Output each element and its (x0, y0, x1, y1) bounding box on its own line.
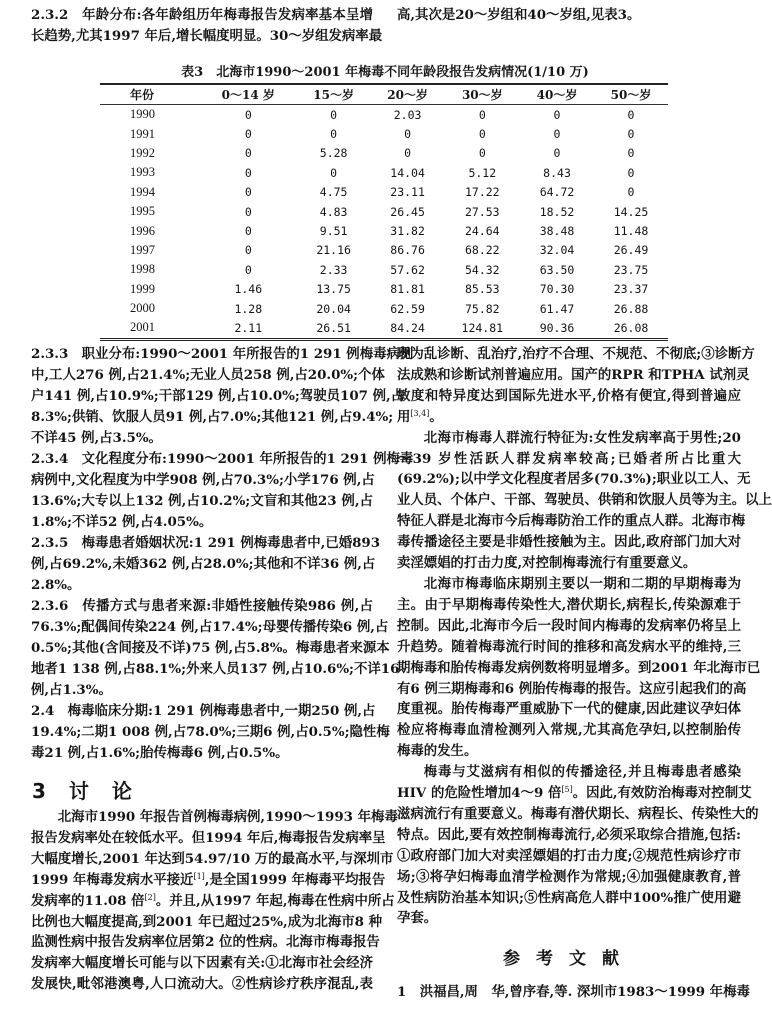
column-header: 40～岁 (520, 84, 594, 105)
rate-cell: 0 (244, 107, 252, 122)
rate-cell: 8.43 (543, 165, 571, 180)
citation-superscript[interactable]: [5] (561, 785, 573, 795)
table-caption: 表3 北海市1990～2001 年梅毒不同年龄段报告发病情况(1/10 万) (181, 65, 589, 80)
rate-cell: 23.75 (613, 262, 649, 277)
heading-number: 3 (32, 779, 46, 803)
text-line: 控制。因此,北海市今后一段时间内梅毒的发病率仍将呈上 (397, 617, 741, 634)
rate-cell: 23.11 (390, 185, 425, 200)
year-cell: 2000 (130, 301, 155, 316)
text-line: 2.4 梅毒临床分期:1 291 例梅毒患者中,一期250 例,占 (31, 703, 376, 719)
text-line: 业人员、个体户、干部、驾驶员、供销和饮服人员等为主。以上 (397, 492, 772, 509)
rate-cell: 26.51 (316, 320, 351, 335)
rate-cell: 0 (478, 146, 486, 161)
text-line: 2.3.4 文化程度分布:1990～2001 年所报告的1 291 例梅毒 (31, 451, 414, 467)
table-row (100, 221, 668, 240)
rate-cell: 2.03 (393, 107, 422, 122)
rate-cell: 75.82 (464, 301, 500, 316)
text-line: 毒21 例,占1.6%;胎传梅毒6 例,占0.5%。 (31, 745, 289, 761)
text-line (31, 891, 395, 912)
rate-cell: 0 (244, 243, 252, 258)
text-segment: ,是全国1999 年梅毒平均报告 (204, 871, 386, 888)
rate-cell: 14.04 (390, 165, 425, 180)
text-line: 北海市梅毒人群流行特征为:女性发病率高于男性;20 (423, 429, 741, 446)
rate-cell: 85.53 (464, 282, 500, 297)
rate-cell: 1.46 (234, 282, 263, 297)
table-row (100, 202, 668, 221)
text-line: 发病率大幅度增长可能与以下因素有关:①北海市社会经济 (31, 955, 373, 972)
rate-cell: 54.32 (464, 262, 500, 277)
text-line: 期梅毒和胎传梅毒发病例数将明显增多。到2001 年北海市已 (397, 659, 761, 676)
text-segment: 发病率的11.08 倍 (31, 892, 145, 909)
rate-cell: 0 (627, 185, 635, 200)
text-line: 76.3%;配偶间传染224 例,占17.4%;母婴传播传染6 例,占 (31, 619, 389, 635)
rate-cell: 70.30 (539, 282, 575, 297)
text-line: 19.4%;二期1 008 例,占78.0%;三期6 例,占0.5%;隐性梅 (31, 724, 390, 740)
text-line: 高,其次是20～岁组和40～岁组,见表3。 (397, 7, 641, 23)
rate-cell: 32.04 (539, 243, 575, 258)
year-cell: 1990 (130, 107, 155, 122)
rate-cell: 0 (627, 127, 635, 142)
table-row (100, 124, 668, 143)
rate-cell: 23.37 (613, 282, 649, 297)
text-line: 现为乱诊断、乱治疗,治疗不合理、不规范、不彻底;③诊断方 (397, 346, 755, 362)
text-line: 发展快,毗邻港澳粤,人口流动大。②性病诊疗秩序混乱,表 (31, 976, 373, 993)
text-line: 例,占69.2%,未婚362 例,占28.0%;其他和不详36 例,占 (31, 556, 376, 572)
column-header: 0～14 岁 (200, 84, 297, 105)
incidence-table (100, 83, 668, 341)
text-line: 2.3.3 职业分布:1990～2001 年所报告的1 291 例梅毒病例 (31, 346, 414, 362)
rate-cell: 26.49 (613, 243, 649, 258)
table-row (100, 163, 668, 182)
rate-cell: 0 (627, 107, 635, 122)
year-cell: 1997 (130, 242, 155, 257)
rate-cell: 0 (627, 165, 635, 180)
text-line: 监测性病中报告发病率位居第2 位的性病。北海市梅毒报告 (31, 934, 380, 951)
rate-cell: 5.12 (468, 165, 497, 180)
text-line: 户141 例,占10.9%;干部129 例,占10.0%;驾驶员107 例,占 (31, 388, 405, 404)
column-header: 20～岁 (371, 84, 445, 105)
text-line: 2.8%。 (31, 577, 81, 593)
rate-cell: 14.25 (613, 204, 649, 219)
text-line: 升趋势。随着梅毒流行时间的推移和高发病水平的维持,三 (397, 638, 741, 655)
rate-cell: 0 (330, 127, 338, 142)
year-cell: 1993 (130, 165, 155, 180)
rate-cell: 0 (553, 127, 561, 142)
rate-cell: 86.76 (390, 243, 425, 258)
table-row (100, 299, 668, 318)
results-sections (31, 344, 414, 764)
text-segment: 。并且,从1997 年起,梅毒在性病中所占 (155, 892, 395, 909)
year-cell: 1992 (130, 145, 155, 160)
year-cell: 1991 (130, 126, 155, 141)
table-row (100, 260, 668, 279)
text-line (397, 783, 752, 804)
text-line: 地者1 138 例,占88.1%;外来人员137 例,占10.6%;不详16 (31, 661, 400, 677)
discussion-paragraph (31, 807, 398, 995)
text-line: ①政府部门加大对卖淫嫖娼的打击力度;②规范性病诊疗市 (397, 847, 741, 864)
text-line: 2.3.6 传播方式与患者来源:非婚性接触传染986 例,占 (31, 598, 373, 614)
text-line: 中,工人276 例,占21.4%;无业人员258 例,占20.0%;个体 (31, 367, 385, 383)
text-segment: 用 (397, 408, 411, 425)
text-line: 1 洪福昌,周 华,曾序春,等. 深圳市1983～1999 年梅毒 (397, 984, 750, 1000)
table-row (100, 183, 668, 202)
text-line: 0.5%;其他(含间接及不详)75 例,占5.8%。梅毒患者来源本 (31, 640, 390, 656)
rate-cell: 0 (244, 146, 252, 161)
rate-cell: 18.52 (539, 204, 575, 219)
reference-list (397, 982, 750, 1003)
year-cell: 1996 (130, 223, 155, 238)
text-line: 1.8%;不详52 例,占4.05%。 (31, 514, 213, 530)
year-cell: 1999 (130, 281, 155, 296)
rate-cell: 9.51 (319, 224, 348, 239)
rate-cell: 63.50 (539, 262, 575, 277)
rate-cell: 0 (553, 107, 561, 122)
text-line: 例,占1.3%。 (31, 682, 112, 698)
rate-cell: 68.22 (464, 243, 500, 258)
table-row (100, 144, 668, 163)
rate-cell: 26.08 (613, 320, 649, 335)
year-cell: 2001 (130, 320, 155, 335)
citation-superscript[interactable]: [1] (193, 871, 205, 881)
section-2-3-2-end (397, 5, 741, 26)
rate-cell: 26.45 (390, 204, 425, 219)
text-line: 大幅度增长,2001 年达到54.97/10 万的最高水平,与深圳市 (31, 850, 394, 867)
text-line: 2.3.2 年龄分布:各年龄组历年梅毒报告发病率基本呈增 (31, 7, 373, 23)
rate-cell: 0 (404, 146, 412, 161)
text-line: 比例也大幅度提高,到2001 年已超过25%,成为北海市8 种 (31, 913, 383, 930)
text-line: 13.6%;大专以上132 例,占10.2%;文盲和其他23 例,占 (31, 493, 373, 509)
text-line: 梅毒的发生。 (397, 743, 478, 760)
rate-cell: 1.28 (234, 301, 263, 316)
rate-cell: 61.47 (539, 301, 575, 316)
text-line (397, 407, 741, 428)
rate-cell: 13.75 (316, 282, 351, 297)
text-line: 度重视。胎传梅毒严重威胁下一代的健康,因此建议孕妇体 (397, 701, 741, 718)
references-heading: 参考文献 (503, 949, 635, 969)
rate-cell: 2.33 (319, 262, 348, 277)
text-segment: 1999 年梅毒发病水平接近 (31, 871, 194, 888)
column-header: 15～岁 (297, 84, 371, 105)
text-line: 2.3.5 梅毒患者婚姻状况:1 291 例梅毒患者中,已婚893 (31, 535, 381, 551)
discussion-continued (397, 344, 772, 929)
text-line: 有6 例三期梅毒和6 例胎传梅毒的报告。这应引起我们的高 (397, 680, 747, 697)
column-header: 年份 (100, 84, 200, 105)
table-row (100, 105, 668, 125)
table-row (100, 280, 668, 299)
text-line: 特征人群是北海市今后梅毒防治工作的重点人群。北海市梅 (397, 513, 746, 530)
text-line: 卖淫嫖娼的打击力度,对控制梅毒流行有重要意义。 (397, 555, 697, 572)
text-line: 病例中,文化程度为中学908 例,占70.3%;小学176 例,占 (31, 472, 375, 488)
rate-cell: 4.83 (319, 204, 348, 219)
rate-cell: 0 (244, 262, 252, 277)
rate-cell: 0 (244, 127, 252, 142)
section-2-3-2-start (31, 5, 383, 47)
text-line: 主。由于早期梅毒传染性大,潜伏期长,病程长,传染源难于 (397, 596, 741, 613)
rate-cell: 2.11 (234, 320, 263, 335)
text-line: 法成熟和诊断试剂普遍应用。国产的RPR 和TPHA 试剂灵 (397, 366, 750, 383)
text-line: 及性病防治基本知识;⑤性病高危人群中100%推广使用避 (397, 889, 741, 906)
text-line: 滋病流行有重要意义。梅毒有潜伏期长、病程长、传染性大的 (397, 805, 759, 822)
rate-cell: 31.82 (390, 224, 425, 239)
table-row (100, 318, 668, 339)
text-line: 敏度和特异度达到国际先进水平,价格有便宜,得到普遍应 (397, 387, 741, 404)
rate-cell: 20.04 (316, 301, 351, 316)
text-line: 北海市梅毒临床期别主要以一期和二期的早期梅毒为 (423, 575, 741, 592)
rate-cell: 11.48 (613, 224, 649, 239)
text-line: 检应将梅毒血清检测列入常规,尤其高危孕妇,以控制胎传 (397, 722, 741, 739)
column-header: 50～岁 (594, 84, 668, 105)
section-heading-discussion (32, 775, 148, 804)
text-segment: 。 (429, 408, 443, 425)
rate-cell: 4.75 (319, 185, 348, 200)
rate-cell: 5.28 (319, 146, 348, 161)
rate-cell: 124.81 (461, 320, 504, 335)
rate-cell: 0 (244, 224, 252, 239)
rate-cell: 17.22 (464, 185, 500, 200)
year-cell: 1994 (130, 184, 155, 199)
rate-cell: 0 (244, 165, 252, 180)
text-line: 孕套。 (397, 910, 438, 927)
rate-cell: 81.81 (390, 282, 425, 297)
text-line: 8.3%;供销、饮服人员91 例,占7.0%;其他121 例,占9.4%; (31, 409, 394, 425)
citation-superscript[interactable]: [3,4] (410, 408, 430, 418)
year-cell: 1998 (130, 262, 155, 277)
rate-cell: 64.72 (539, 185, 575, 200)
rate-cell: 0 (330, 165, 338, 180)
text-line: 特点。因此,要有效控制梅毒流行,必须采取综合措施,包括: (397, 826, 741, 843)
rate-cell: 62.59 (390, 301, 425, 316)
text-line: ～39 岁性活跃人群发病率较高;已婚者所占比重大 (397, 450, 741, 467)
rate-cell: 84.24 (390, 320, 425, 335)
rate-cell: 0 (627, 146, 635, 161)
rate-cell: 0 (330, 107, 338, 122)
rate-cell: 21.16 (316, 243, 351, 258)
rate-cell: 0 (478, 127, 486, 142)
text-segment: HIV 的危险性增加4～9 倍 (397, 785, 562, 802)
rate-cell: 0 (244, 204, 252, 219)
rate-cell: 57.62 (390, 262, 425, 277)
rate-cell: 26.88 (613, 301, 649, 316)
text-line: 报告发病率处在较低水平。但1994 年后,梅毒报告发病率呈 (31, 829, 386, 846)
rate-cell: 0 (244, 185, 252, 200)
text-line: 北海市1990 年报告首例梅毒病例,1990～1993 年梅毒 (57, 809, 398, 825)
rate-cell: 90.36 (539, 320, 575, 335)
text-line: 不详45 例,占3.5%。 (31, 430, 162, 446)
citation-superscript[interactable]: [2] (144, 892, 156, 902)
text-segment: 。因此,有效防治梅毒对控制艾 (572, 785, 752, 802)
rate-cell: 27.53 (464, 204, 500, 219)
year-cell: 1995 (130, 204, 155, 219)
rate-cell: 38.48 (539, 224, 575, 239)
heading-char: 讨 (68, 779, 89, 803)
table-header-row (100, 84, 668, 105)
table-row (100, 241, 668, 260)
heading-char: 论 (111, 779, 132, 803)
rate-cell: 0 (553, 146, 561, 161)
text-line: 长趋势,尤其1997 年后,增长幅度明显。30～岁组发病率最 (31, 28, 383, 44)
text-line: (69.2%);以中学文化程度者居多(70.3%);职业以工人、无 (397, 471, 751, 488)
text-line: 毒传播途径主要是非婚性接触为主。因此,政府部门加大对 (397, 534, 741, 551)
rate-cell: 0 (478, 107, 486, 122)
column-header: 30～岁 (445, 84, 520, 105)
text-line (31, 870, 386, 891)
text-line: 梅毒与艾滋病有相似的传播途径,并且梅毒患者感染 (423, 764, 741, 781)
rate-cell: 24.64 (464, 224, 500, 239)
text-line: 场;③将孕妇梅毒血清学检测作为常规;④加强健康教育,普 (397, 868, 741, 885)
rate-cell: 0 (404, 127, 412, 142)
